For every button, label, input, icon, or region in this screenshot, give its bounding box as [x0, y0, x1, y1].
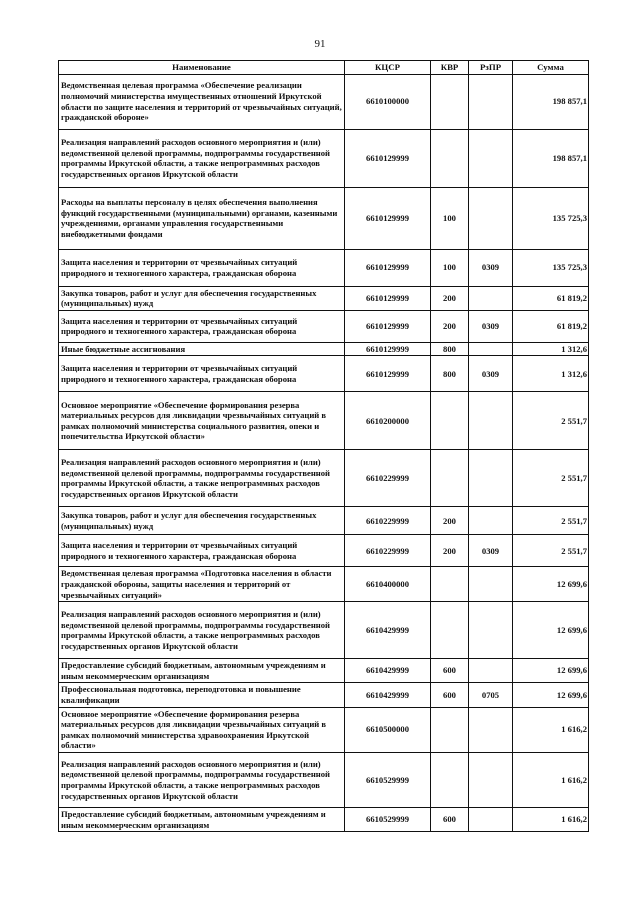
row-kvr: 200: [431, 310, 469, 342]
row-sum: 2 551,7: [513, 450, 589, 507]
row-kvr: [431, 74, 469, 129]
row-kcsr: 6610429999: [345, 602, 431, 659]
row-rzpr: 0705: [469, 683, 513, 707]
row-sum: 198 857,1: [513, 74, 589, 129]
row-name: Ведомственная целевая программа «Обеспечение реализации полномочий министерства имущественных отношений Иркутской области по защите населения и территорий от чрезвычайных ситуаций, гражданской обороне»: [59, 74, 345, 129]
row-rzpr: [469, 286, 513, 310]
row-name: Реализация направлений расходов основного мероприятия и (или) ведомственной целевой программы, подпрограммы государственной программы Иркутской области, а также непрограммных расходов государственных органов Иркутской области: [59, 450, 345, 507]
row-kvr: [431, 450, 469, 507]
table-row: [59, 392, 589, 450]
row-kvr: 600: [431, 807, 469, 831]
row-rzpr: [469, 74, 513, 129]
table-row: [59, 450, 589, 507]
row-kvr: [431, 752, 469, 807]
row-kvr: 200: [431, 286, 469, 310]
row-rzpr: 0309: [469, 249, 513, 286]
row-sum: 12 699,6: [513, 602, 589, 659]
row-sum: 1 616,2: [513, 752, 589, 807]
table-header-row: [59, 61, 589, 75]
row-rzpr: [469, 450, 513, 507]
row-rzpr: [469, 807, 513, 831]
row-sum: 12 699,6: [513, 567, 589, 602]
row-kcsr: 6610400000: [345, 567, 431, 602]
table-row: [59, 507, 589, 535]
row-name: Закупка товаров, работ и услуг для обеспечения государственных (муниципальных) нужд: [59, 507, 345, 535]
row-sum: 2 551,7: [513, 392, 589, 450]
row-name: Иные бюджетные ассигнования: [59, 342, 345, 356]
row-rzpr: 0309: [469, 535, 513, 567]
row-kcsr: 6610229999: [345, 535, 431, 567]
header-kvr: КВР: [431, 61, 469, 75]
row-kvr: 600: [431, 659, 469, 683]
table-row: [59, 74, 589, 129]
row-kcsr: 6610129999: [345, 356, 431, 392]
row-kcsr: 6610529999: [345, 807, 431, 831]
table-row: [59, 310, 589, 342]
row-name: Расходы на выплаты персоналу в целях обеспечения выполнения функций государственными (муниципальными) органами, казенными учреждениями, органами управления государственными внебюджетными фондами: [59, 187, 345, 249]
row-kvr: [431, 602, 469, 659]
row-sum: 61 819,2: [513, 286, 589, 310]
row-sum: 61 819,2: [513, 310, 589, 342]
row-kcsr: 6610229999: [345, 450, 431, 507]
row-sum: 135 725,3: [513, 249, 589, 286]
row-kvr: [431, 567, 469, 602]
header-kcsr: КЦСР: [345, 61, 431, 75]
row-name: Предоставление субсидий бюджетным, автономным учреждениям и иным некоммерческим организациям: [59, 807, 345, 831]
table-row: [59, 356, 589, 392]
row-sum: 12 699,6: [513, 659, 589, 683]
row-kvr: 200: [431, 507, 469, 535]
row-rzpr: [469, 659, 513, 683]
table-row: [59, 602, 589, 659]
row-kvr: [431, 707, 469, 752]
row-rzpr: [469, 392, 513, 450]
row-rzpr: 0309: [469, 310, 513, 342]
row-rzpr: [469, 129, 513, 187]
row-rzpr: [469, 507, 513, 535]
row-name: Закупка товаров, работ и услуг для обеспечения государственных (муниципальных) нужд: [59, 286, 345, 310]
table-row: [59, 249, 589, 286]
row-sum: 1 616,2: [513, 707, 589, 752]
row-kcsr: 6610129999: [345, 286, 431, 310]
row-kcsr: 6610229999: [345, 507, 431, 535]
row-sum: 1 616,2: [513, 807, 589, 831]
row-rzpr: 0309: [469, 356, 513, 392]
table-row: [59, 187, 589, 249]
row-kvr: 800: [431, 342, 469, 356]
row-sum: 2 551,7: [513, 507, 589, 535]
row-name: Реализация направлений расходов основного мероприятия и (или) ведомственной целевой программы, подпрограммы государственной программы Иркутской области, а также непрограммных расходов государственных органов Иркутской области: [59, 752, 345, 807]
row-kvr: 600: [431, 683, 469, 707]
row-kcsr: 6610200000: [345, 392, 431, 450]
table-row: [59, 752, 589, 807]
row-kcsr: 6610500000: [345, 707, 431, 752]
row-sum: 198 857,1: [513, 129, 589, 187]
row-name: Основное мероприятие «Обеспечение формирования резерва материальных ресурсов для ликвидации чрезвычайных ситуаций в рамках полномочий министерства здравоохранения Иркутской области»: [59, 707, 345, 752]
row-kcsr: 6610129999: [345, 249, 431, 286]
row-rzpr: [469, 602, 513, 659]
row-sum: 1 312,6: [513, 356, 589, 392]
row-kcsr: 6610129999: [345, 187, 431, 249]
row-sum: 12 699,6: [513, 683, 589, 707]
row-name: Профессиональная подготовка, переподготовка и повышение квалификации: [59, 683, 345, 707]
row-sum: 135 725,3: [513, 187, 589, 249]
row-rzpr: [469, 187, 513, 249]
table-row: [59, 683, 589, 707]
row-kvr: [431, 129, 469, 187]
row-kvr: 100: [431, 249, 469, 286]
table-row: [59, 707, 589, 752]
table-row: [59, 535, 589, 567]
row-name: Предоставление субсидий бюджетным, автономным учреждениям и иным некоммерческим организациям: [59, 659, 345, 683]
row-kcsr: 6610129999: [345, 129, 431, 187]
row-rzpr: [469, 567, 513, 602]
row-kcsr: 6610429999: [345, 659, 431, 683]
header-rzpr: РзПР: [469, 61, 513, 75]
row-rzpr: [469, 752, 513, 807]
row-name: Реализация направлений расходов основного мероприятия и (или) ведомственной целевой программы, подпрограммы государственной программы Иркутской области, а также непрограммных расходов государственных органов Иркутской области: [59, 602, 345, 659]
row-rzpr: [469, 342, 513, 356]
row-name: Ведомственная целевая программа «Подготовка населения в области гражданской обороны, защиты населения и территорий от чрезвычайных ситуаций»: [59, 567, 345, 602]
row-kcsr: 6610529999: [345, 752, 431, 807]
row-name: Защита населения и территории от чрезвычайных ситуаций природного и техногенного характера, гражданская оборона: [59, 310, 345, 342]
row-name: Защита населения и территории от чрезвычайных ситуаций природного и техногенного характера, гражданская оборона: [59, 535, 345, 567]
row-kvr: 800: [431, 356, 469, 392]
row-kvr: 200: [431, 535, 469, 567]
table-row: [59, 129, 589, 187]
row-name: Защита населения и территории от чрезвычайных ситуаций природного и техногенного характера, гражданская оборона: [59, 356, 345, 392]
table-row: [59, 342, 589, 356]
row-name: Защита населения и территории от чрезвычайных ситуаций природного и техногенного характера, гражданская оборона: [59, 249, 345, 286]
header-name: Наименование: [59, 61, 345, 75]
table-row: [59, 567, 589, 602]
table-row: [59, 659, 589, 683]
row-name: Основное мероприятие «Обеспечение формирования резерва материальных ресурсов для ликвидации чрезвычайных ситуаций в рамках полномочий министерства социального развития, опеки и попечительства Иркутской области»: [59, 392, 345, 450]
row-kvr: [431, 392, 469, 450]
header-sum: Сумма: [513, 61, 589, 75]
row-kcsr: 6610129999: [345, 310, 431, 342]
row-kcsr: 6610429999: [345, 683, 431, 707]
row-rzpr: [469, 707, 513, 752]
row-kcsr: 6610129999: [345, 342, 431, 356]
table-row: [59, 286, 589, 310]
budget-table: [58, 60, 589, 832]
row-sum: 2 551,7: [513, 535, 589, 567]
row-kcsr: 6610100000: [345, 74, 431, 129]
row-sum: 1 312,6: [513, 342, 589, 356]
row-kvr: 100: [431, 187, 469, 249]
page-number: 91: [314, 38, 326, 50]
row-name: Реализация направлений расходов основного мероприятия и (или) ведомственной целевой программы, подпрограммы государственной программы Иркутской области, а также непрограммных расходов государственных органов Иркутской области: [59, 129, 345, 187]
table-row: [59, 807, 589, 831]
